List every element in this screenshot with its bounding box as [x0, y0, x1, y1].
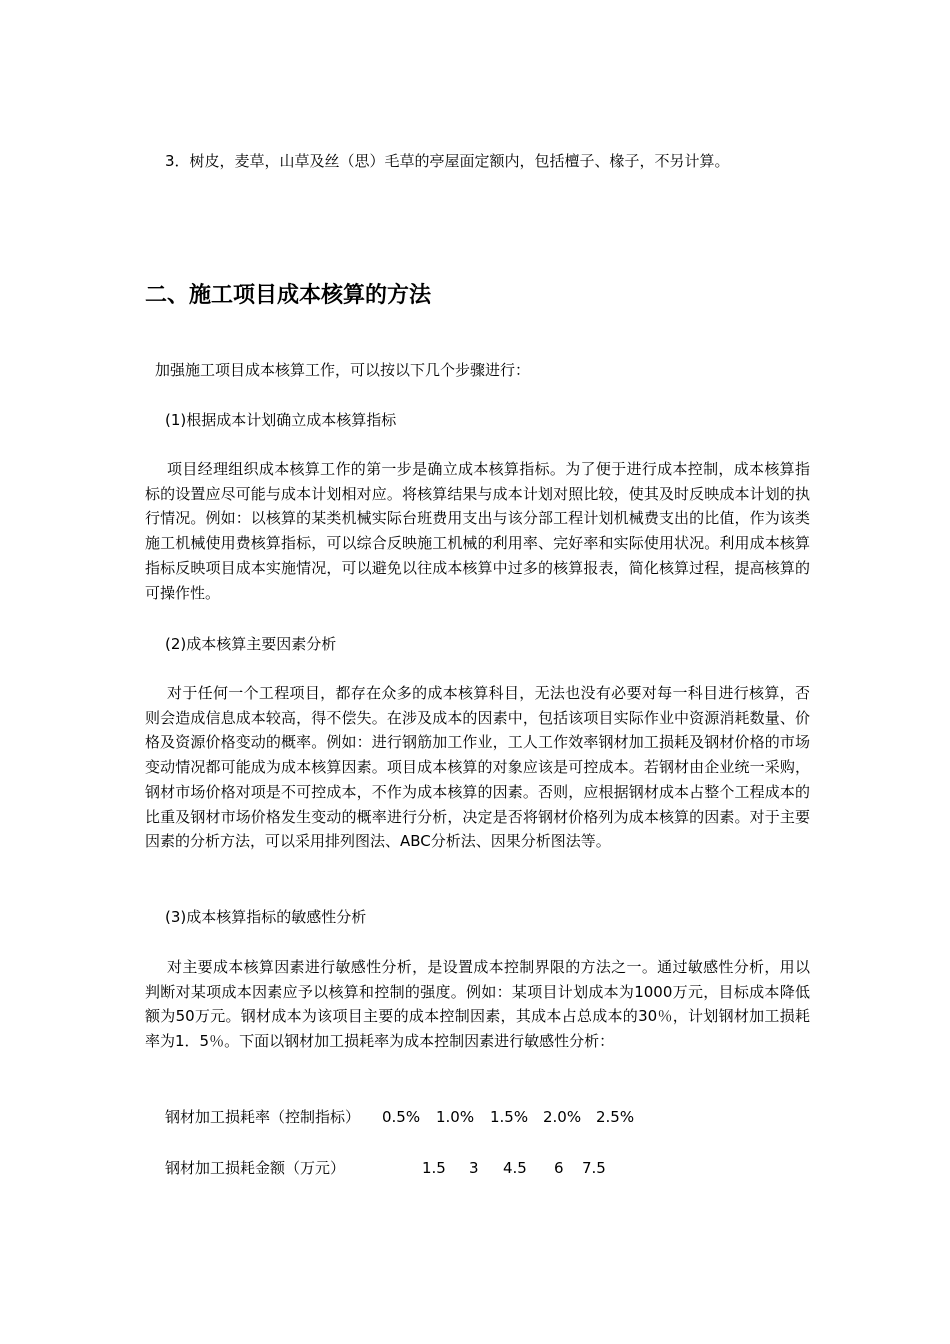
- note-3: 3．树皮，麦草，山草及丝（思）毛草的亭屋面定额内，包括檀子、椽子，不另计算。: [165, 152, 730, 170]
- row2-value: 6: [554, 1159, 564, 1177]
- step3-title: (3)成本核算指标的敏感性分析: [165, 908, 367, 926]
- row1-value: 2.0%: [543, 1108, 582, 1126]
- step1-body: 项目经理组织成本核算工作的第一步是确立成本核算指标。为了便于进行成本控制，成本核算指标的设置应尽可能与成本计划相对应。将核算结果与成本计划对照比较，使其及时反映成本计划的执行情况。例如：以核算的某类机械实际台班费用支出与该分部工程计划机械费支出的比值，作为该类施工机械使用费核算指标，可以综合反映施工机械的利用率、完好率和实际使用状况。利用成本核算指标反映项目成本实施情况，可以避免以往成本核算中过多的核算报表，简化核算过程，提高核算的可操作性。: [145, 460, 810, 602]
- row2-value: 1.5: [422, 1159, 446, 1177]
- row1-value: 0.5%: [382, 1108, 421, 1126]
- row1-value: 2.5%: [596, 1108, 635, 1126]
- row2-value: 3: [469, 1159, 479, 1177]
- row2-value: 7.5: [582, 1159, 606, 1177]
- step3-body: 对主要成本核算因素进行敏感性分析，是设置成本控制界限的方法之一。通过敏感性分析，用以判断对某项成本因素应予以核算和控制的强度。例如：某项目计划成本为1000万元，目标成本降低额为50万元。钢材成本为该项目主要的成本控制因素，其成本占总成本的30％，计划钢材加工损耗率为1．5％。下面以钢材加工损耗率为成本控制因素进行敏感性分析：: [145, 958, 810, 1051]
- row1-label: 钢材加工损耗率（控制指标）: [165, 1108, 361, 1126]
- row2-label: 钢材加工损耗金额（万元）: [165, 1159, 346, 1177]
- section-heading: 二、施工项目成本核算的方法: [145, 283, 432, 308]
- step2-title: (2)成本核算主要因素分析: [165, 635, 337, 653]
- row1-value: 1.5%: [490, 1108, 529, 1126]
- step2-body: 对于任何一个工程项目，都存在众多的成本核算科目，无法也没有必要对每一科目进行核算，否则会造成信息成本较高，得不偿失。在涉及成本的因素中，包括该项目实际作业中资源消耗数量、价格及资源价格变动的概率。例如：进行钢筋加工作业，工人工作效率钢材加工损耗及钢材价格的市场变动情况都可能成为成本核算因素。项目成本核算的对象应该是可控成本。若钢材由企业统一采购，钢材市场价格对项是不可控成本，不作为成本核算的因素。否则，应根据钢材成本占整个工程成本的比重及钢材市场价格发生变动的概率进行分析，决定是否将钢材价格列为成本核算的因素。对于主要因素的分析方法，可以采用排列图法、ABC分析法、因果分析图法等。: [145, 684, 810, 851]
- intro-text: 加强施工项目成本核算工作，可以按以下几个步骤进行：: [155, 361, 531, 379]
- row2-value: 4.5: [503, 1159, 527, 1177]
- step1-title: (1)根据成本计划确立成本核算指标: [165, 411, 397, 429]
- row1-value: 1.0%: [436, 1108, 475, 1126]
